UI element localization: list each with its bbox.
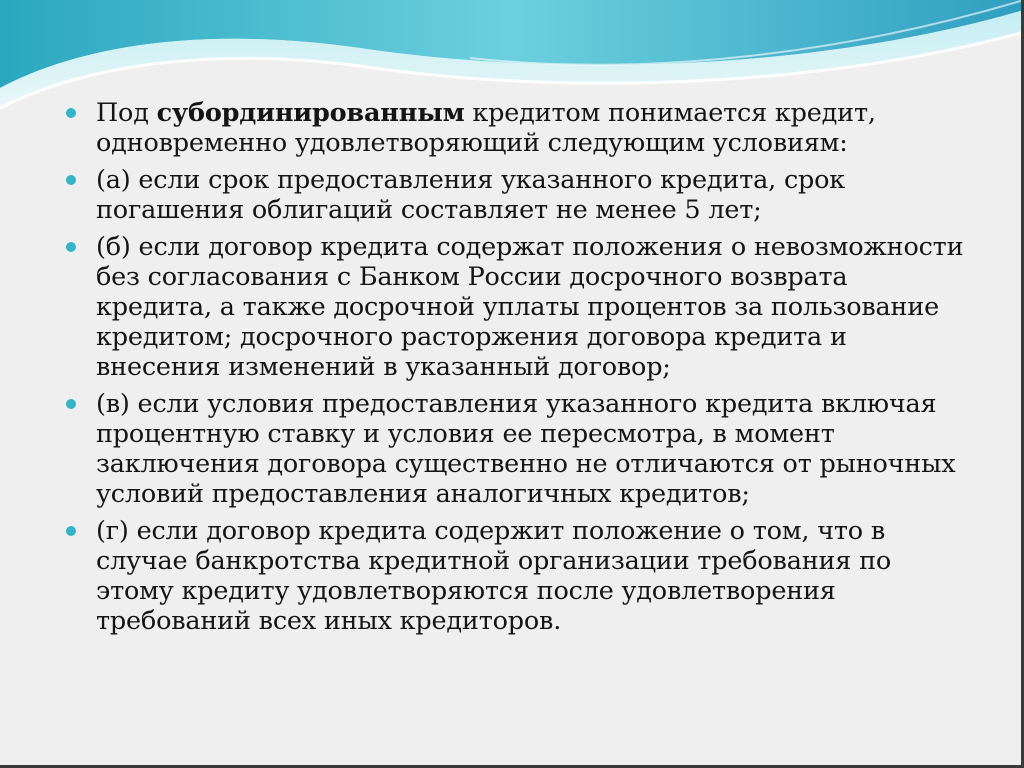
bullet-icon	[66, 108, 76, 118]
bullet-icon	[66, 526, 76, 536]
item-text: (б) если договор кредита содержат положения о невозможности без согласования с Банком России досрочного возврата кредита, а также досрочной уплаты процентов за пользование кредитом; досрочного расторжения договора кредита и внесения изменений в указанный договор;	[96, 232, 964, 382]
bullet-icon	[66, 399, 76, 409]
item-text: (в) если условия предоставления указанного кредита включая процентную ставку и условия ее пересмотра, в момент заключения договора существенно не отличаются от рыночных условий предоставления аналогичных кредитов;	[96, 389, 956, 509]
list-item	[64, 389, 964, 509]
list-item	[64, 516, 964, 636]
list-item	[64, 232, 964, 382]
bold-term: субординированным	[156, 98, 465, 128]
item-rest: кредитом понимается кредит, одновременно удовлетворяющий следующим условиям:	[96, 98, 876, 158]
bullet-list	[64, 98, 964, 643]
bullet-icon	[66, 175, 76, 185]
item-text: (г) если договор кредита содержит положение о том, что в случае банкротства кредитной организации требования по этому кредиту удовлетворяются после удовлетворения требований всех иных кредиторов.	[96, 516, 892, 636]
item-prefix: Под	[96, 98, 157, 128]
list-item	[64, 165, 964, 225]
bullet-icon	[66, 242, 76, 252]
item-text: (а) если срок предоставления указанного кредита, срок погашения облигаций составляет не менее 5 лет;	[96, 165, 846, 225]
list-item	[64, 98, 964, 158]
